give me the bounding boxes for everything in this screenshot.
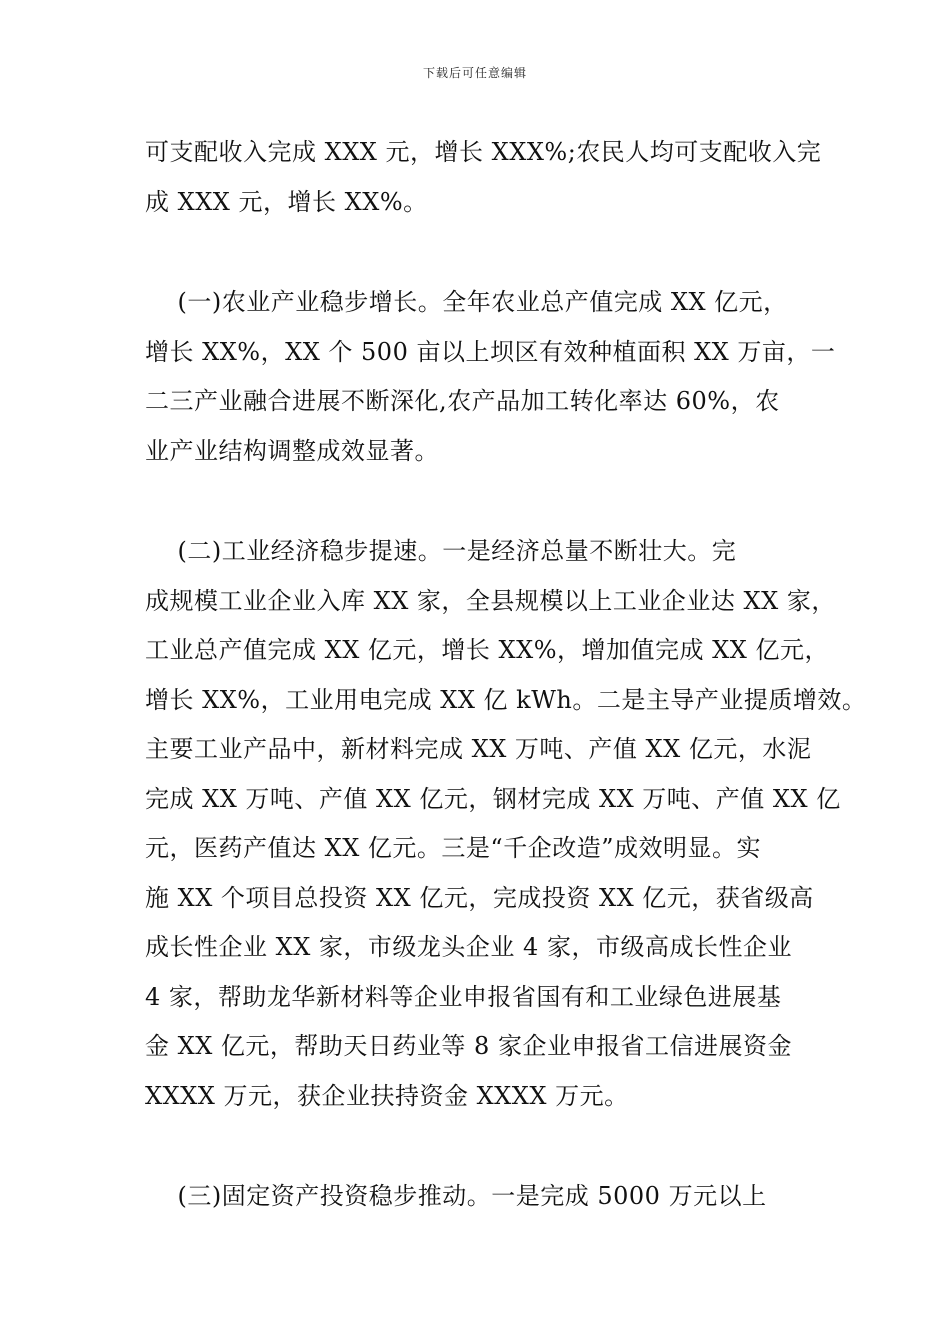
paragraph-agriculture xyxy=(145,278,836,476)
text-line: 可支配收入完成 XXX 元，增长 XXX%;农民人均可支配收入完 xyxy=(145,138,822,166)
text-line: XXXX 万元，获企业扶持资金 XXXX 万元。 xyxy=(145,1081,629,1110)
document-body xyxy=(145,128,867,1222)
text-line: 完成 XX 万吨、产值 XX 亿元，钢材完成 XX 万吨、产值 XX 亿 xyxy=(145,784,841,813)
text-line: 二三产业融合进展不断深化,农产品加工转化率达 60%，农 xyxy=(145,387,780,415)
text-line: 元，医药产值达 XX 亿元。三是“千企改造”成效明显。实 xyxy=(145,834,761,862)
text-line: 业产业结构调整成效显著。 xyxy=(145,436,439,465)
text-line: (一)农业产业稳步增长。全年农业总产值完成 XX 亿元， xyxy=(145,288,788,316)
paragraph-gap xyxy=(145,1121,825,1172)
text-line: (三)固定资产投资稳步推动。一是完成 5000 万元以上 xyxy=(145,1182,767,1210)
paragraph-gap xyxy=(145,476,825,527)
text-line: (二)工业经济稳步提速。一是经济总量不断壮大。完 xyxy=(145,537,737,565)
text-line: 增长 XX%，工业用电完成 XX 亿 kWh。二是主导产业提质增效。 xyxy=(145,685,867,714)
text-line: 主要工业产品中，新材料完成 XX 万吨、产值 XX 亿元，水泥 xyxy=(145,735,812,763)
text-line: 成 XXX 元，增长 XX%。 xyxy=(145,187,428,216)
text-line: 增长 XX%，XX 个 500 亩以上坝区有效种植面积 XX 万亩，一 xyxy=(145,337,836,366)
paragraph-industry xyxy=(145,527,867,1121)
text-line: 成规模工业企业入库 XX 家，全县规模以上工业企业达 XX 家， xyxy=(145,586,836,615)
text-line: 施 XX 个项目总投资 XX 亿元，完成投资 XX 亿元，获省级高 xyxy=(145,883,814,912)
text-line: 金 XX 亿元，帮助天日药业等 8 家企业申报省工信进展资金 xyxy=(145,1032,792,1060)
paragraph-gap xyxy=(145,227,825,278)
page-header-note: 下载后可任意编辑 xyxy=(422,66,527,80)
paragraph-income xyxy=(145,128,825,227)
paragraph-investment xyxy=(145,1172,825,1222)
text-line: 工业总产值完成 XX 亿元，增长 XX%，增加值完成 XX 亿元， xyxy=(145,636,829,664)
text-line: 成长性企业 XX 家，市级龙头企业 4 家，市级高成长性企业 xyxy=(145,933,792,961)
text-line: 4 家，帮助龙华新材料等企业申报省国有和工业绿色进展基 xyxy=(145,982,782,1011)
